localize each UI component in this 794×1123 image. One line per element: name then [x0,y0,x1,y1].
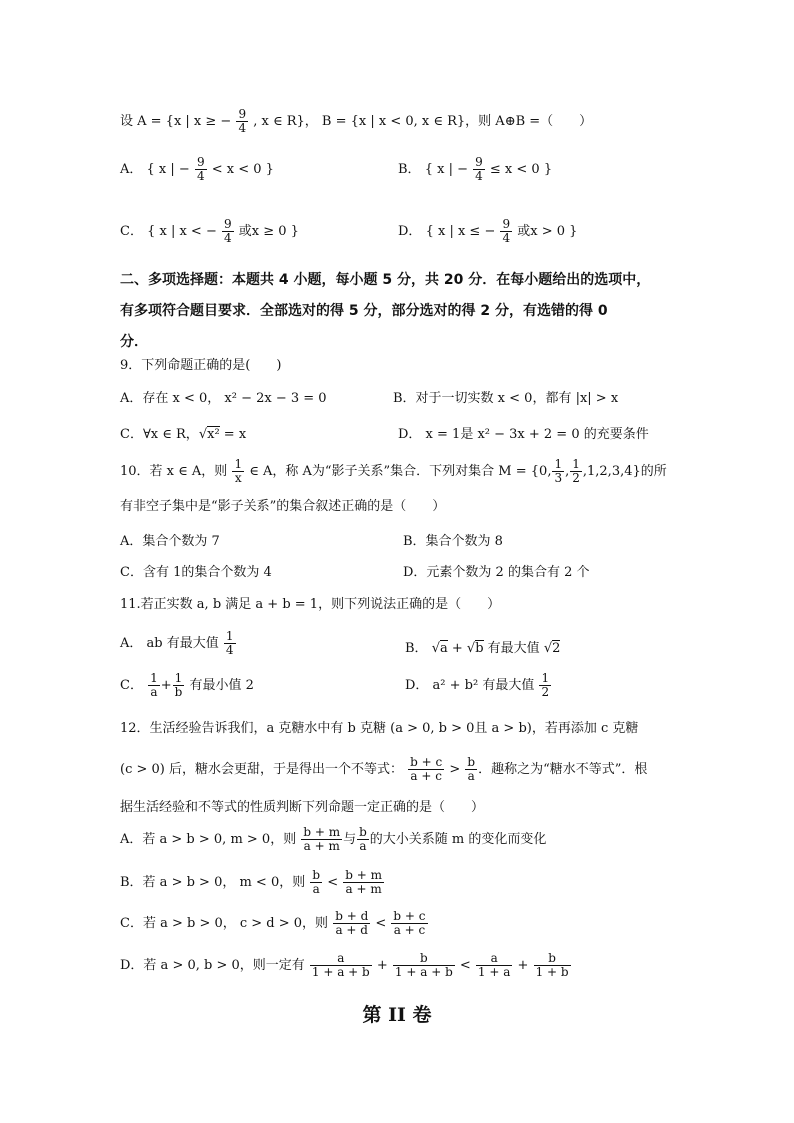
q9-stem: 9．下列命题正确的是( ) [120,358,282,373]
q10-stem-line2: 有非空子集中是“影子关系”的集合叙述正确的是（ ） [120,499,446,514]
q9-option-d: D． x = 1是 x² − 3x + 2 = 0 的充要条件 [398,427,649,442]
q8-stem-mid: , x ∈ R}， B = {x | x < 0, x ∈ R}，则 A⊕B =（ ） [253,114,593,129]
q12-stem-line3: 据生活经验和不等式的性质判断下列命题一定正确的是（ ） [120,800,485,815]
q11-option-c: C． $\frac{1}{a}$ + $\frac{1}{b}$ 有最小值 2 [120,671,254,699]
q11-option-d: D． a² + b² 有最大值 $\frac{1}{2}$ [405,671,550,699]
q12-option-d: D．若 a > 0, b > 0，则一定有 $\frac{a}{1 + a + b}$ + $\frac{b}{1 + a + b}$ < $\frac{a}{1 + a}$ + $\frac{b}{1 + b}$ [120,951,569,979]
q9-option-a: A．存在 x < 0， x² − 2x − 3 = 0 [120,391,327,406]
q10-stem-line1: 10．若 x ∈ A，则 $\frac{1}{x}$ ∈ A，称 A为“影子关系”集合．下列对集合 M = {0, $\frac{1}{3}$ , $\frac{1}{2}$ ,1,2,3,4}的所 [120,457,667,485]
q11-option-a: A． ab 有最大值 $\frac{1}{4}$ [120,629,234,657]
q12-option-a: A．若 a > b > 0, m > 0，则 $\frac{b + m}{a + m}$ 与 $\frac{b}{a}$ 的大小关系随 m 的变化而变化 [120,825,547,853]
q12-option-b: B．若 a > b > 0， m < 0，则 $\frac{b}{a}$ < $\frac{b + m}{a + m}$ [120,868,382,896]
q12-stem-line2: (c > 0) 后，糖水会更甜，于是得出一个不等式： $\frac{b + c}{a + c}$ > $\frac{b}{a}$ ．趣称之为“糖水不等式”．根 [120,755,648,783]
q10-option-a: A．集合个数为 7 [120,534,220,549]
q10-option-b: B．集合个数为 8 [403,534,503,549]
q12-option-c: C．若 a > b > 0， c > d > 0，则 $\frac{b + d}{a + d}$ < $\frac{b + c}{a + c}$ [120,909,426,937]
q9-option-b: B．对于一切实数 x < 0，都有 |x| > x [393,391,619,406]
q9-option-c: C．∀x ∈ R，√x² = x [120,427,247,442]
section2-line1: 二、多项选择题：本题共 4 小题，每小题 5 分，共 20 分．在每小题给出的选项中， [120,272,651,288]
q8-option-d: D． { x | x ≤ − $\frac{9}{4}$ 或x > 0 } [398,217,578,245]
q8-stem-pre: 设 A = {x | x ≥ − [120,114,232,129]
q12-stem-line1: 12．生活经验告诉我们，a 克糖水中有 b 克糖 (a > 0, b > 0且 a > b)，若再添加 c 克糖 [120,721,639,736]
part2-title: 第 II 卷 [362,1004,432,1026]
section2-line2: 有多项符合题目要求．全部选对的得 5 分，部分选对的得 2 分，有选错的得 0 [120,303,608,319]
q8-option-b: B． { x | − $\frac{9}{4}$ ≤ x < 0 } [398,155,553,183]
q11-stem: 11.若正实数 a, b 满足 a + b = 1，则下列说法正确的是（ ） [120,597,501,612]
q10-option-d: D．元素个数为 2 的集合有 2 个 [403,565,590,580]
q8-fraction: $\frac{9}{4}$ [238,107,247,135]
q8-option-c: C． { x | x < − $\frac{9}{4}$ 或x ≥ 0 } [120,217,299,245]
q10-option-c: C．含有 1的集合个数为 4 [120,565,272,580]
q8-stem [120,108,592,135]
q11-option-b: B． √a + √b 有最大值 √2 [405,641,561,656]
q8-option-a: A． { x | − $\frac{9}{4}$ < x < 0 } [120,155,274,183]
section2-line3: 分． [120,334,148,350]
